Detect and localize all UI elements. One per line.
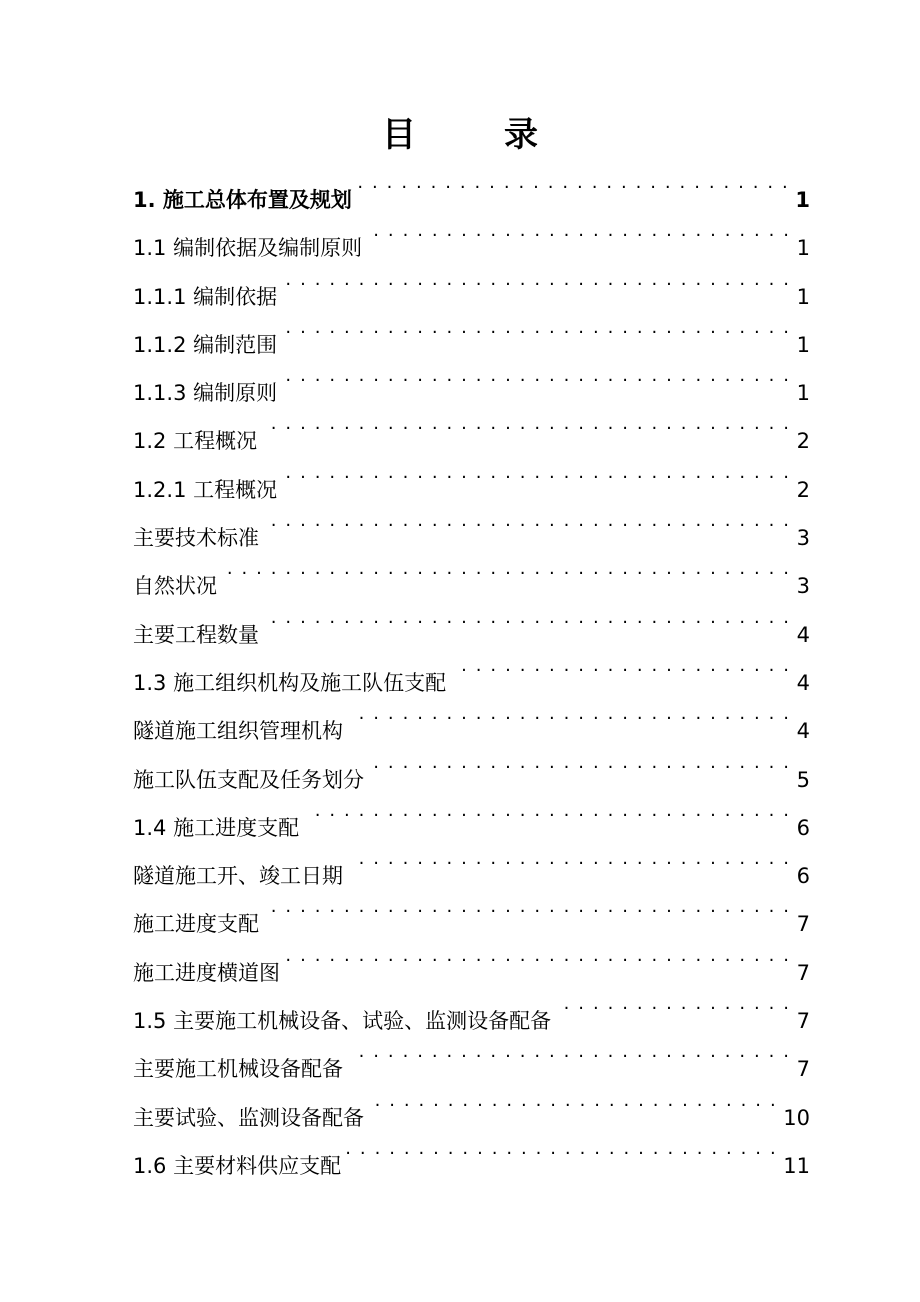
toc-entry-label: 隧道施工组织管理机构 (133, 719, 343, 744)
toc-entry-page-number: 1 (796, 332, 810, 357)
toc-entry-label: 1.2.1 工程概况 (133, 477, 278, 502)
toc-entry-page-number: 1 (796, 381, 810, 406)
toc-entry-page-number: 3 (796, 574, 810, 599)
toc-entry[interactable] (133, 594, 810, 647)
toc-entry-page-number: 7 (796, 1057, 810, 1082)
toc-dot-leader (286, 932, 791, 980)
toc-dot-leader (349, 835, 791, 883)
toc-entry-page-number: 1 (796, 284, 810, 309)
toc-entry-label: 施工进度横道图 (133, 960, 280, 985)
toc-entry-page-number: 4 (796, 719, 810, 744)
toc-entry-label: 主要施工机械设备配备 (133, 1057, 343, 1082)
toc-entry-label: 1.2 工程概况 (133, 429, 258, 454)
toc-entry-label: 主要技术标准 (133, 526, 259, 551)
toc-entry-label: 1.1.1 编制依据 (133, 284, 278, 309)
toc-entry-label: 自然状况 (133, 574, 217, 599)
toc-entry-label: 1.1.2 编制范围 (133, 332, 278, 357)
toc-entry-page-number: 10 (783, 1105, 810, 1130)
toc-entry-label: 1.6 主要材料供应支配 (133, 1153, 342, 1178)
toc-title-char-1: 目 (382, 115, 416, 155)
toc-entry-page-number: 7 (796, 1009, 810, 1034)
toc-dot-leader (347, 1125, 777, 1173)
toc-dot-leader (223, 545, 791, 593)
toc-entry-page-number: 2 (796, 477, 810, 502)
toc-entry-label: 1.1 编制依据及编制原则 (133, 236, 363, 261)
toc-dot-leader (265, 594, 791, 642)
toc-entry-label: 1.5 主要施工机械设备、试验、监测设备配备 (133, 1009, 552, 1034)
toc-entry-label: 1.1.3 编制原则 (133, 381, 278, 406)
toc-entry-page-number: 6 (796, 864, 810, 889)
toc-entry-label: 主要试验、监测设备配备 (133, 1105, 364, 1130)
toc-entry-page-number: 6 (796, 815, 810, 840)
toc-entry[interactable] (133, 159, 810, 212)
toc-entry-page-number: 4 (796, 622, 810, 647)
toc-dot-leader (557, 980, 791, 1028)
toc-entry-page-number: 3 (796, 526, 810, 551)
toc-entry-label: 施工队伍支配及任务划分 (133, 767, 364, 792)
toc-dot-leader (368, 207, 791, 255)
toc-entry-page-number: 4 (796, 670, 810, 695)
toc-entry-page-number: 1 (796, 236, 810, 261)
toc-entry-page-number: 5 (796, 767, 810, 792)
toc-dot-leader (370, 739, 791, 787)
toc-dot-leader (283, 352, 791, 400)
toc-entry[interactable] (133, 545, 810, 599)
toc-entry-label: 施工进度支配 (133, 912, 259, 937)
toc-dot-leader (452, 642, 791, 690)
toc-dot-leader (265, 497, 791, 545)
toc-dot-leader (283, 256, 791, 304)
toc-dot-leader (358, 159, 789, 207)
toc-entry-label: 1. 施工总体布置及规划 (133, 188, 352, 212)
toc-entry-label: 主要工程数量 (133, 622, 259, 647)
toc-entry-page-number: 11 (783, 1153, 810, 1178)
toc-dot-leader (349, 1028, 791, 1076)
toc-dot-leader (370, 1077, 777, 1125)
toc-title-char-2: 录 (504, 115, 538, 155)
toc-list (133, 159, 810, 1178)
toc-dot-leader (305, 787, 791, 835)
toc-entry-page-number: 2 (796, 429, 810, 454)
toc-dot-leader (349, 690, 791, 738)
toc-entry-label: 1.3 施工组织机构及施工队伍支配 (133, 670, 447, 695)
toc-dot-leader (265, 883, 791, 931)
toc-entry-page-number: 1 (795, 188, 810, 212)
toc-entry-label: 1.4 施工进度支配 (133, 815, 300, 840)
toc-entry-page-number: 7 (796, 960, 810, 985)
toc-entry-page-number: 7 (796, 912, 810, 937)
toc-title (0, 110, 920, 160)
toc-dot-leader (283, 449, 791, 497)
toc-dot-leader (263, 400, 791, 448)
toc-entry-label: 隧道施工开、竣工日期 (133, 864, 343, 889)
toc-dot-leader (283, 304, 791, 352)
